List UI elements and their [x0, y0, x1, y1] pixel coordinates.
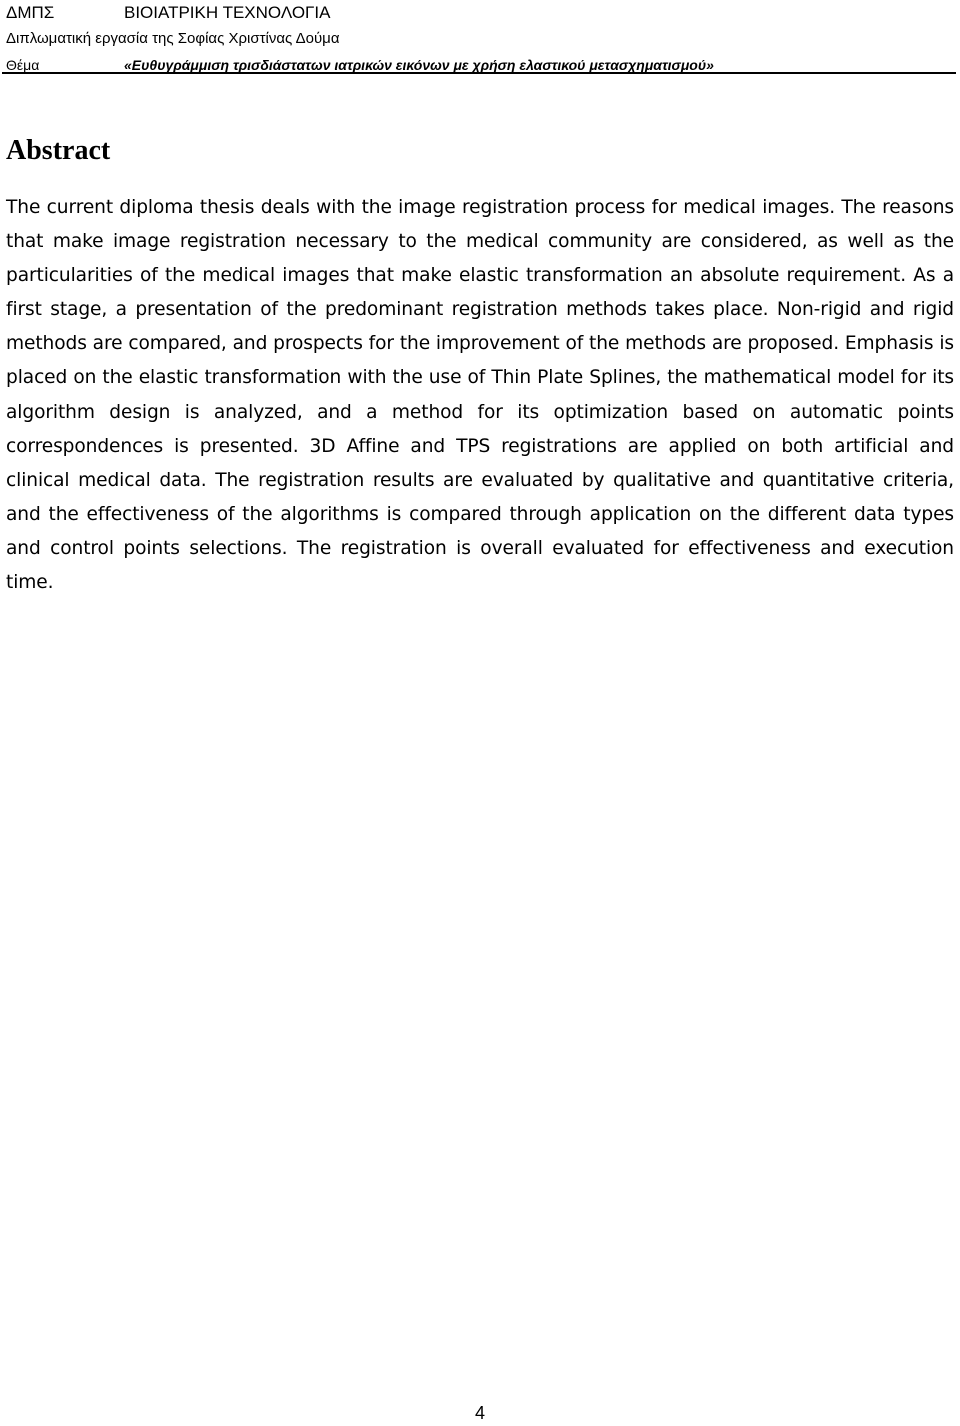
header-row-program — [6, 0, 956, 26]
header-row-thesis — [6, 26, 956, 52]
header-thesis-line: Διπλωματική εργασία της Σοφίας Χριστίνας Δούμα — [6, 30, 340, 47]
header-row-subject — [6, 52, 956, 78]
header-institution: ΔΜΠΣ — [6, 3, 55, 22]
running-header — [6, 0, 956, 78]
abstract-body: The current diploma thesis deals with the image registration process for medical images. The reasons that make image registration necessary to the medical community are considered, as well as the particularities of the medical images that make elastic transformation an absolute requirement. As a first stage, a presentation of the predominant registration methods takes place. Non-rigid and rigid methods are compared, and prospects for the improvement of the methods are proposed. Emphasis is placed on the elastic transformation with the use of Thin Plate Splines, the mathematical model for its algorithm design is analyzed, and a method for its optimization based on automatic points correspondences is presented. 3D Affine and TPS registrations are applied on both artificial and clinical medical data. The registration results are evaluated by qualitative and quantitative criteria, and the effectiveness of the algorithms is compared through application on the different data types and control points selections. The registration is overall evaluated for effectiveness and execution time. — [6, 197, 954, 594]
header-divider — [2, 72, 956, 74]
header-subject-label: Θέμα — [6, 57, 40, 73]
header-program: ΒΙΟΙΑΤΡΙΚΗ ΤΕΧΝΟΛΟΓΙΑ — [124, 3, 331, 22]
header-subject-title: «Ευθυγράμμιση τρισδιάστατων ιατρικών εικόνων με χρήση ελαστικού μετασχηματισμού» — [124, 57, 714, 73]
abstract-heading: Abstract — [6, 135, 111, 166]
page-number: 4 — [474, 1403, 485, 1423]
